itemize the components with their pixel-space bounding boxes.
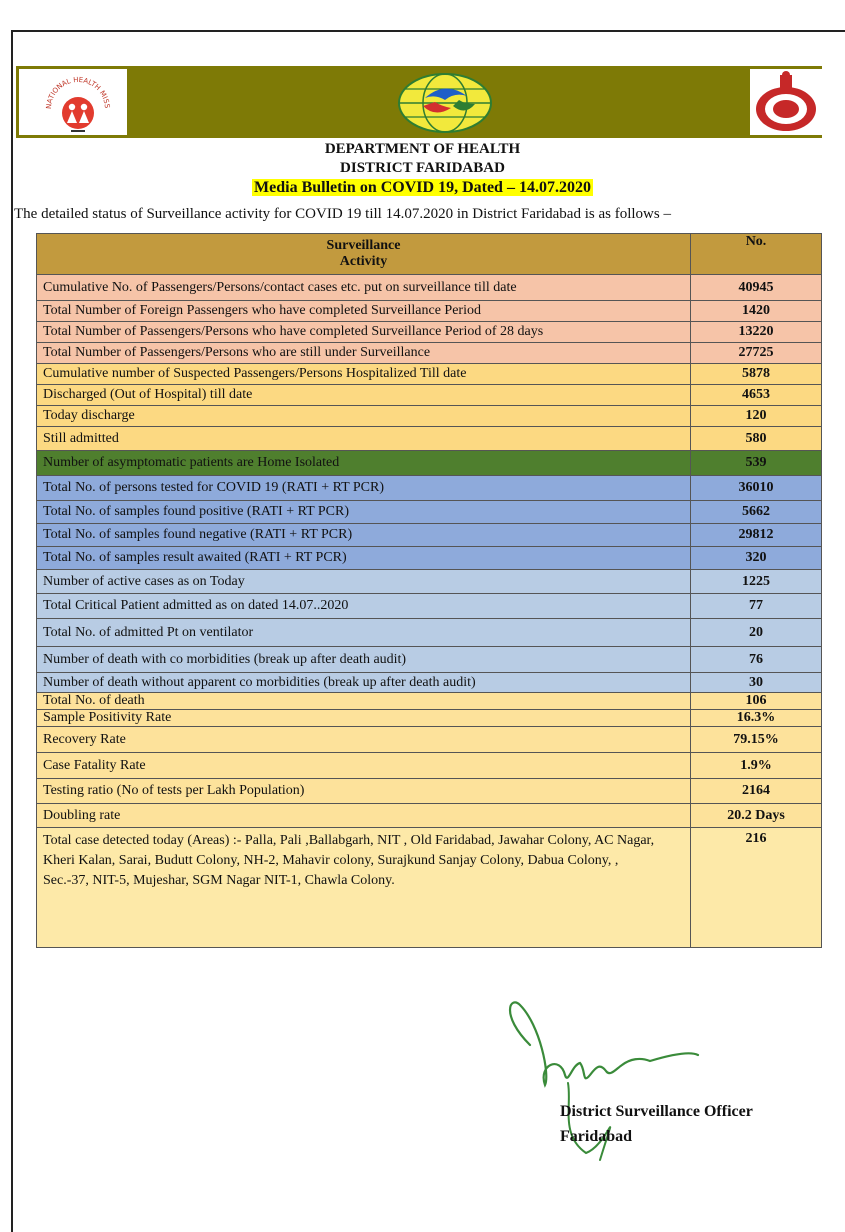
- table-row: [37, 547, 822, 570]
- district-title: DISTRICT FARIDABAD: [340, 160, 505, 176]
- table-row: [37, 364, 822, 385]
- row-label: Total Number of Passengers/Persons who are still under Surveillance: [37, 343, 691, 364]
- row-label: Total No. of samples found positive (RATI + RT PCR): [37, 501, 691, 524]
- table-row: [37, 828, 822, 948]
- row-label: Still admitted: [37, 427, 691, 451]
- table-row: [37, 476, 822, 501]
- row-value: 5878: [691, 364, 822, 385]
- row-label: Number of asymptomatic patients are Home Isolated: [37, 451, 691, 476]
- row-label: Number of active cases as on Today: [37, 570, 691, 594]
- row-value: 5662: [691, 501, 822, 524]
- globe-logo: [395, 72, 495, 134]
- col-activity-header-line2: Activity: [339, 254, 388, 269]
- row-label: Total No. of persons tested for COVID 19 (RATI + RT PCR): [37, 476, 691, 501]
- row-value: 16.3%: [691, 710, 822, 727]
- row-value: 1225: [691, 570, 822, 594]
- row-label: Doubling rate: [37, 804, 691, 828]
- table-row: [37, 594, 822, 619]
- department-title: DEPARTMENT OF HEALTH: [324, 141, 521, 157]
- table-row: [37, 301, 822, 322]
- row-value: 77: [691, 594, 822, 619]
- signature-place: Faridabad: [560, 1128, 633, 1145]
- intro-text: The detailed status of Surveillance activity for COVID 19 till 14.07.2020 in District Faridabad is as follows –: [14, 206, 671, 222]
- col-activity-header: [37, 234, 691, 275]
- row-value: 20.2 Days: [691, 804, 822, 828]
- table-row: [37, 343, 822, 364]
- table-row: [37, 693, 822, 710]
- table-row: [37, 753, 822, 779]
- table-row: [37, 779, 822, 804]
- table-row: [37, 385, 822, 406]
- row-label: Total Critical Patient admitted as on dated 14.07..2020: [37, 594, 691, 619]
- table-row: [37, 647, 822, 673]
- table-row: [37, 406, 822, 427]
- table-row: [37, 710, 822, 727]
- row-value: 79.15%: [691, 727, 822, 753]
- bulletin-title: [0, 179, 845, 197]
- row-value: 40945: [691, 275, 822, 301]
- bulletin-title-text: Media Bulletin on COVID 19, Dated – 14.07.2020: [254, 179, 591, 196]
- row-value: 36010: [691, 476, 822, 501]
- row-value: 539: [691, 451, 822, 476]
- row-label: Number of death without apparent co morbidities (break up after death audit): [37, 673, 691, 693]
- row-label: Today discharge: [37, 406, 691, 427]
- table-row: [37, 427, 822, 451]
- table-row: [37, 619, 822, 647]
- row-label: Total No. of admitted Pt on ventilator: [37, 619, 691, 647]
- row-value: 2164: [691, 779, 822, 804]
- row-label: Number of death with co morbidities (break up after death audit): [37, 647, 691, 673]
- nhm-logo-text: NATIONAL HEALTH MISS: [44, 75, 112, 110]
- row-label: Discharged (Out of Hospital) till date: [37, 385, 691, 406]
- row-value: 216: [691, 828, 822, 948]
- row-value: 76: [691, 647, 822, 673]
- row-value: 1420: [691, 301, 822, 322]
- table-row: [37, 804, 822, 828]
- row-value: 1.9%: [691, 753, 822, 779]
- row-value: 20: [691, 619, 822, 647]
- row-label: Cumulative number of Suspected Passengers/Persons Hospitalized Till date: [37, 364, 691, 385]
- table-row: [37, 275, 822, 301]
- table-row: [37, 501, 822, 524]
- row-value: 4653: [691, 385, 822, 406]
- table-row: [37, 673, 822, 693]
- row-value: 580: [691, 427, 822, 451]
- table-header-row: [37, 234, 822, 275]
- row-value: 120: [691, 406, 822, 427]
- svg-text:NATIONAL HEALTH MISSION: [19, 69, 111, 109]
- nhm-logo: [19, 69, 127, 135]
- row-value: 29812: [691, 524, 822, 547]
- table-row: [37, 322, 822, 343]
- row-label: Total No. of samples result awaited (RATI + RT PCR): [37, 547, 691, 570]
- col-no-header: No.: [691, 234, 822, 275]
- areas-text: Total case detected today (Areas) :- Palla, Pali ,Ballabgarh, NIT , Old Faridabad, Jawahar Colony, AC Nagar, Kheri Kalan, Sarai, Budutt Colony, NH-2, Mahavir colony, Surajkund Sanjay Colony, Dabua Colony, , Sec.-37, NIT-5, Mujeshar, SGM Nagar NIT-1, Chawla Colony.: [43, 833, 655, 888]
- row-label: Testing ratio (No of tests per Lakh Population): [37, 779, 691, 804]
- table-row: [37, 727, 822, 753]
- row-value: 27725: [691, 343, 822, 364]
- row-value: 320: [691, 547, 822, 570]
- row-label: Sample Positivity Rate: [37, 710, 691, 727]
- row-label: Total Number of Foreign Passengers who have completed Surveillance Period: [37, 301, 691, 322]
- row-label: Total No. of death: [37, 693, 691, 710]
- row-value: 13220: [691, 322, 822, 343]
- row-value: 30: [691, 673, 822, 693]
- row-label: Cumulative No. of Passengers/Persons/contact cases etc. put on surveillance till date: [37, 275, 691, 301]
- signature-title: District Surveillance Officer: [560, 1103, 753, 1120]
- row-value: 106: [691, 693, 822, 710]
- table-row: [37, 570, 822, 594]
- row-label: Case Fatality Rate: [37, 753, 691, 779]
- surveillance-table: [36, 233, 822, 948]
- table-row: [37, 524, 822, 547]
- haryana-emblem-logo: [750, 69, 822, 135]
- row-label: Recovery Rate: [37, 727, 691, 753]
- row-label: [37, 828, 691, 948]
- table-row: [37, 451, 822, 476]
- col-activity-header-line1: Surveillance: [326, 238, 401, 253]
- row-label: Total No. of samples found negative (RATI + RT PCR): [37, 524, 691, 547]
- signature-image: [490, 975, 800, 1185]
- row-label: Total Number of Passengers/Persons who have completed Surveillance Period of 28 days: [37, 322, 691, 343]
